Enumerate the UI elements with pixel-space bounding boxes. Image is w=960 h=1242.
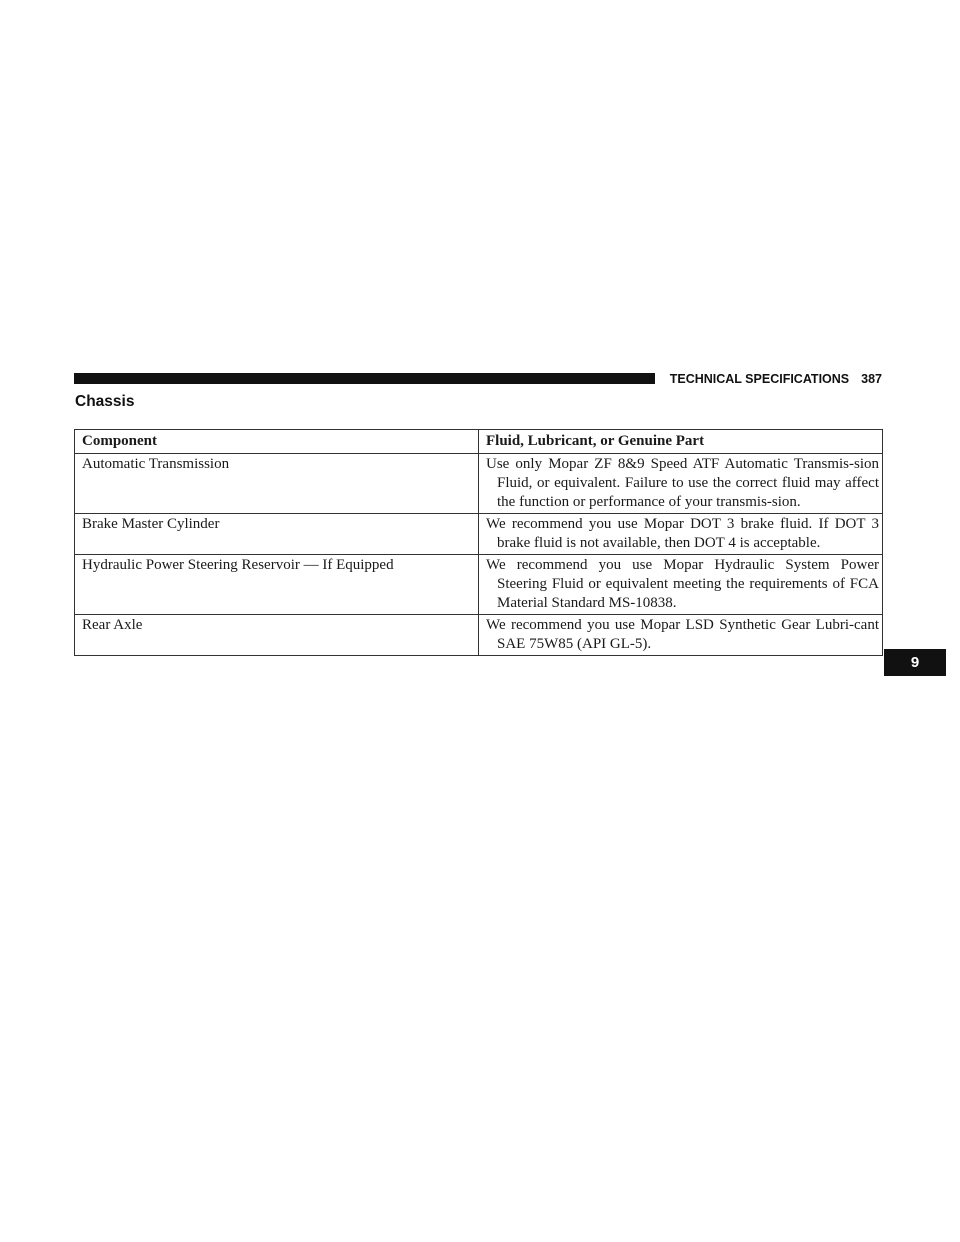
fluid-text: We recommend you use Mopar LSD Synthetic Gear Lubri-cant SAE 75W85 (API GL-5). (486, 617, 879, 652)
component-cell: Automatic Transmission (75, 454, 479, 514)
table-row (75, 555, 883, 615)
table-row (75, 615, 883, 656)
fluid-cell (479, 615, 883, 656)
fluid-cell (479, 514, 883, 555)
running-header (668, 370, 882, 388)
table-row (75, 514, 883, 555)
component-cell: Hydraulic Power Steering Reservoir — If Equipped (75, 555, 479, 615)
fluid-cell (479, 555, 883, 615)
fluid-text: We recommend you use Mopar DOT 3 brake fluid. If DOT 3 brake fluid is not available, then DOT 4 is acceptable. (486, 516, 879, 551)
component-cell: Rear Axle (75, 615, 479, 656)
table-header-row (75, 430, 883, 454)
chapter-number: 9 (910, 654, 920, 671)
fluid-text: Use only Mopar ZF 8&9 Speed ATF Automatic Transmis-sion Fluid, or equivalent. Failure to use the correct fluid may affect the function or performance of your transmis-sion. (486, 456, 879, 510)
fluids-table (74, 429, 883, 656)
component-cell: Brake Master Cylinder (75, 514, 479, 555)
column-header-fluid: Fluid, Lubricant, or Genuine Part (479, 430, 883, 454)
column-header-component: Component (75, 430, 479, 454)
page-number: 387 (861, 372, 882, 386)
header-rule (74, 373, 655, 384)
header-section-title: TECHNICAL SPECIFICATIONS (669, 372, 850, 386)
fluid-cell (479, 454, 883, 514)
fluid-text: We recommend you use Mopar Hydraulic System Power Steering Fluid or equivalent meeting the requirements of FCA Material Standard MS-10838. (486, 557, 879, 611)
table-row (75, 454, 883, 514)
chapter-tab (884, 649, 946, 676)
section-title: Chassis (75, 393, 135, 410)
